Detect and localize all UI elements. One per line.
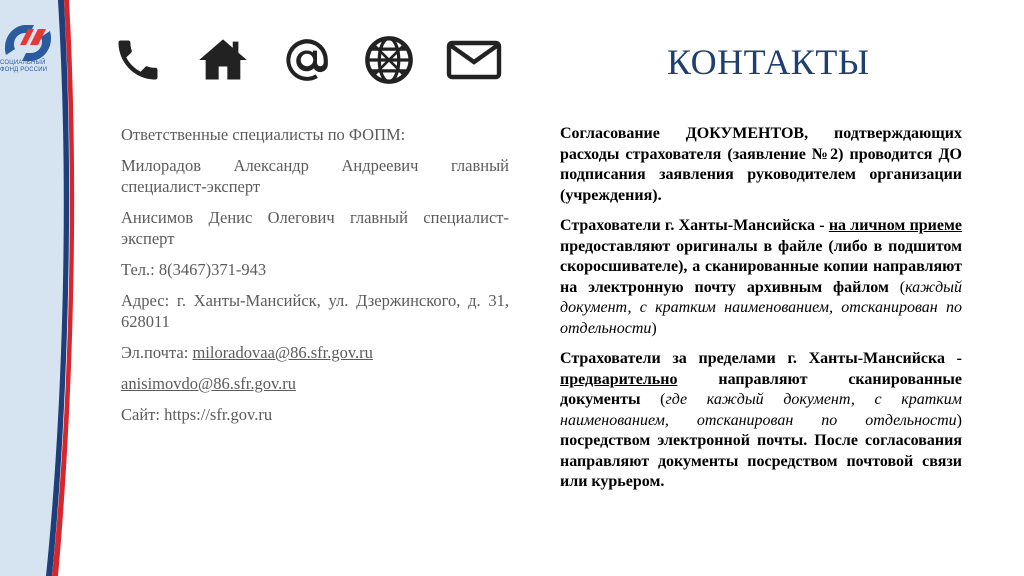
phone-icon: [112, 34, 164, 86]
p3-lead: Страхователи за пределами г. Ханты-Мансийска -: [560, 350, 962, 367]
p2-paren-open: (: [888, 278, 906, 296]
p2-underlined: на личном приеме: [828, 217, 962, 234]
p3-tail: посредством электронной почты. После согласования направляют документы посредством почтовой связи или курьером.: [560, 432, 962, 490]
p2-lead: Страхователи г. Ханты-Мансийска -: [560, 217, 829, 234]
specialist-1: Милорадов Александр Андреевич главный специалист-эксперт: [121, 156, 509, 196]
p3-paren-open: (: [640, 391, 666, 408]
site-text: Сайт: https://sfr.gov.ru: [121, 405, 273, 424]
at-sign-icon: [282, 35, 332, 85]
instruction-paragraph-2: [560, 216, 962, 339]
logo-caption-line2: ФОНД РОССИИ: [0, 67, 48, 73]
p3-underlined: предварительно: [560, 370, 678, 388]
address-text: Адрес: г. Ханты-Мансийск, ул. Дзержинского, д. 31, 628011: [121, 291, 509, 331]
email-line: [121, 342, 509, 363]
globe-icon: [363, 34, 415, 86]
p3-body: направляют сканированные документы: [560, 370, 962, 408]
home-icon: [195, 34, 251, 86]
email-line-2: [121, 373, 509, 394]
contacts-left-column: [121, 124, 509, 435]
instructions-right-column: [560, 124, 962, 503]
contact-icons-row: [112, 34, 533, 86]
p2-paren-close: ): [651, 319, 657, 337]
specialist-2: Анисимов Денис Олегович главный специалист-эксперт: [121, 208, 509, 248]
email-link-1[interactable]: miloradovaa@86.sfr.gov.ru: [192, 343, 373, 362]
p2-body: предоставляют оригиналы в файле (либо в подшитом скоросшивателе), а сканированные копии направляют на электронную почту архивным файлом: [560, 237, 962, 296]
p2-italic: каждый документ, с кратким наименованием, отсканирован по отдельности: [560, 278, 962, 337]
logo-caption-line1: СОЦИАЛЬНЫЙ: [0, 60, 46, 66]
email-label: Эл.почта:: [121, 343, 193, 362]
phone-text: Тел.: 8(3467)371-943: [121, 260, 267, 279]
page-title: КОНТАКТЫ: [667, 42, 870, 82]
instruction-paragraph-3: [560, 349, 962, 493]
p3-paren-close: ): [956, 411, 962, 429]
logo-caption: [0, 60, 47, 74]
instruction-paragraph-1: Согласование ДОКУМЕНТОВ, подтверждающих расходы страхователя (заявление №2) проводится ДО подписания заявления руководителем организации (учреждения).: [560, 125, 962, 204]
sidebar-decoration: [0, 0, 80, 576]
p3-italic: где каждый документ, с кратким наименованием, отсканирован по отдельности: [560, 391, 962, 429]
envelope-icon: [446, 40, 502, 80]
email-link-2[interactable]: anisimovdo@86.sfr.gov.ru: [121, 374, 296, 393]
specialists-heading: Ответственные специалисты по ФОПМ:: [121, 125, 406, 144]
